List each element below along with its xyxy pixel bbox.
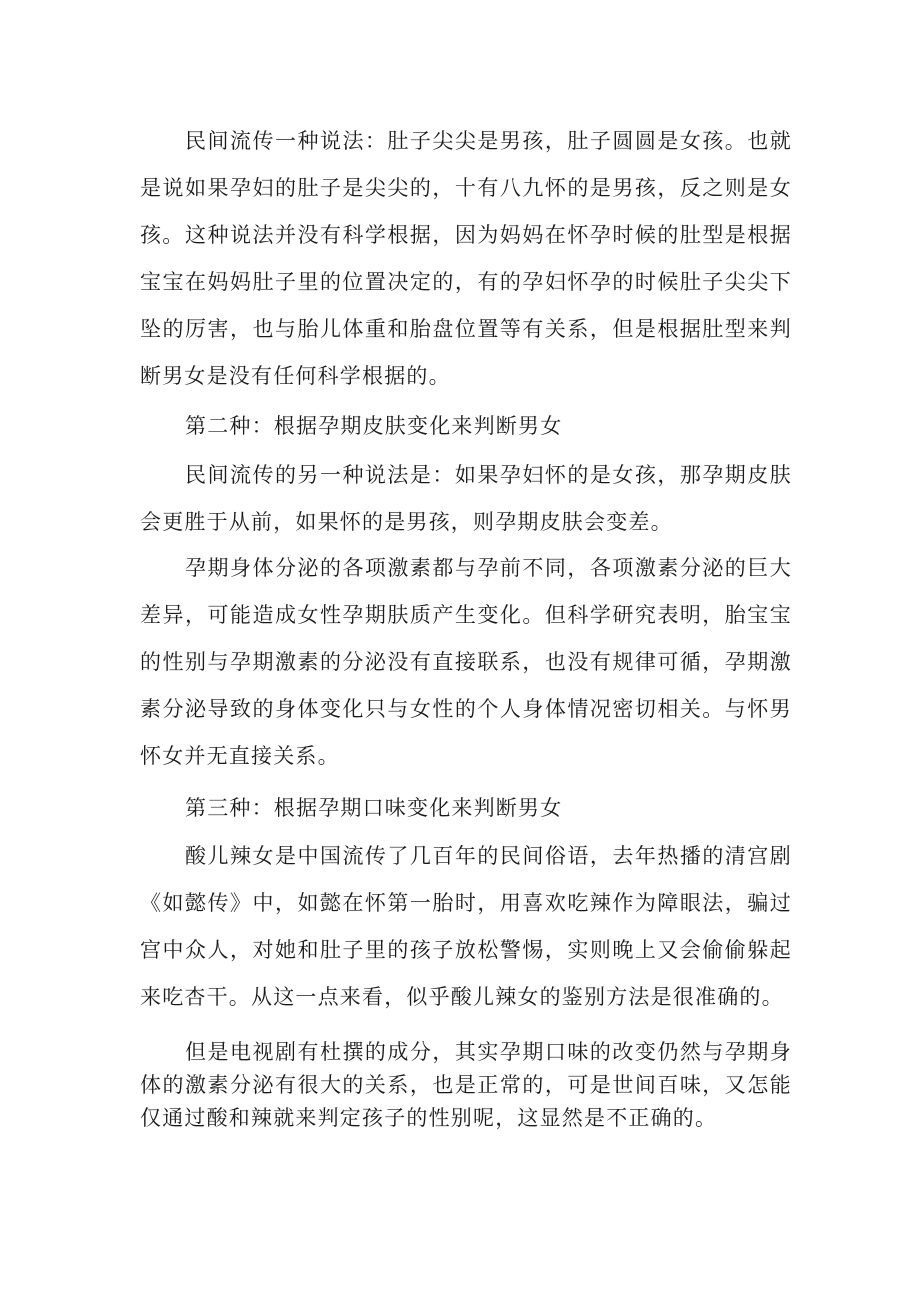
paragraph-taste-change-rebuttal: 但是电视剧有杜撰的成分，其实孕期口味的改变仍然与孕期身体的激素分泌有很大的关系，也是正常的，可是世间百味，又怎能仅通过酸和辣就来判定孩子的性别呢，这显然是不正确的。 [140,1040,792,1130]
paragraph-belly-shape-saying: 民间流传一种说法：肚子尖尖是男孩，肚子圆圆是女孩。也就是说如果孕妇的肚子是尖尖的，十有八九怀的是男孩，反之则是女孩。 [140,129,792,247]
paragraph-skin-change-rebuttal: 孕期身体分泌的各项激素都与孕前不同，各项激素分泌的巨大差异，可能造成女性孕期肤质产生变化。但科学研究表明，胎宝宝的性别与孕期激素的分泌没有直接联系，也没有规律可循，孕期激素分泌导致的身体变化只与女性的个人身体情况密切相关。与怀男怀女并无直接关系。 [140,556,792,768]
paragraph-taste-change-saying: 酸儿辣女是中国流传了几百年的民间俗语，去年热播的清宫剧《如懿传》中，如懿在怀第一胎时，用喜欢吃辣作为障眼法，骗过宫中众人，对她和肚子里的孩子放松警惕，实则晚上又会偷偷躲起来吃杏干。从这一点来看，似乎酸儿辣女的鉴别方法是很准确的。 [140,844,792,1009]
paragraph-skin-change-saying: 民间流传的另一种说法是：如果孕妇怀的是女孩，那孕期皮肤会更胜于从前，如果怀的是男孩，则孕期皮肤会变差。 [140,463,792,534]
heading-method-three: 第三种：根据孕期口味变化来判断男女 [185,796,563,820]
heading-method-two: 第二种：根据孕期皮肤变化来判断男女 [185,414,563,438]
paragraph-belly-shape-rebuttal: 这种说法并没有科学根据，因为妈妈在怀孕时候的肚型是根据宝宝在妈妈肚子里的位置决定的，有的孕妇怀孕的时候肚子尖尖下坠的厉害，也与胎儿体重和胎盘位置等有关系，但是根据肚型来判断男女是没有任何科学根据的。 [140,223,792,388]
